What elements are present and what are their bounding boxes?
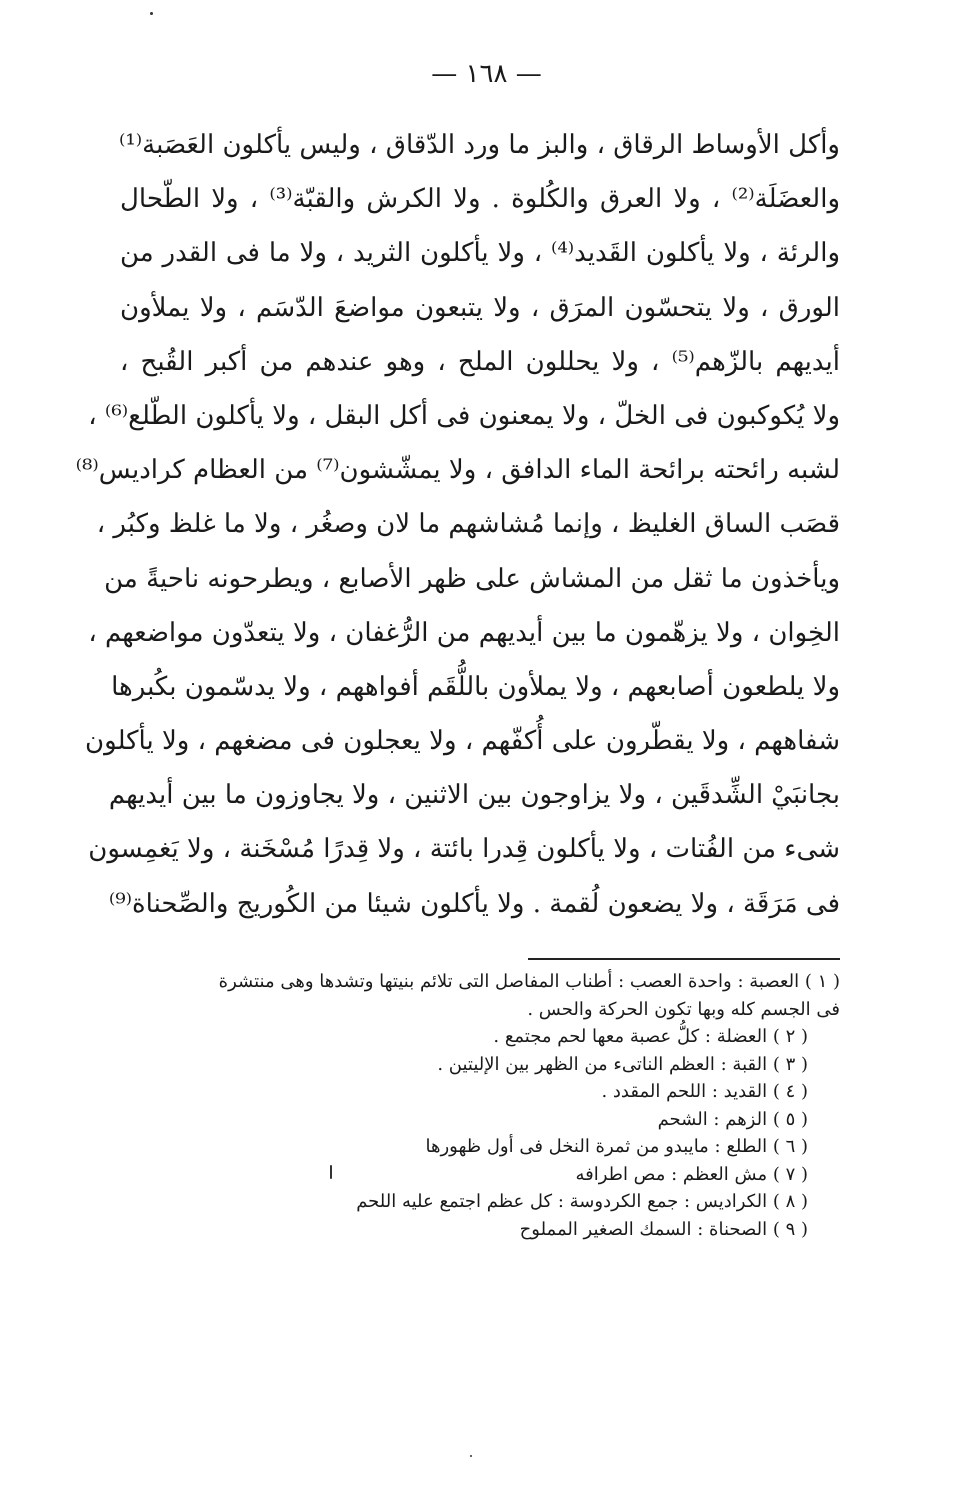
footnote-line: ( ٣ ) القبة : العظم الناتىء من الظهر بين الإليتين . xyxy=(437,1053,808,1075)
text-line: أيديهم بالزّهم⁽⁵⁾ ، ولا يحللون الملح ، وهو عندهم من أكبر القُبح ، xyxy=(120,346,840,377)
text-line: الورق ، ولا يتحسّون المرَق ، ولا يتبعون مواضعَ الدّسَم ، ولا يملأون xyxy=(120,292,840,323)
footnotes-block xyxy=(120,968,840,1243)
text-line: ويأخذون ما ثقل من المشاش على ظهر الأصابع ، ويطرحونه ناحيةً من xyxy=(104,563,840,594)
footnote-line: ( ٥ ) الزهم : الشحم xyxy=(657,1108,808,1130)
footnote-line: ( ١ ) العصبة : واحدة العصب : أطناب المفاصل التى تلائم بنيتها وتشدها وهى منتشرة xyxy=(218,971,840,992)
footnote-divider xyxy=(528,958,840,960)
main-text-block xyxy=(75,118,841,931)
footnote-line: ( ٧ ) مش العظم : مص اطرافه xyxy=(575,1163,808,1185)
text-line: بجانبَيْ الشِّدقَين ، ولا يزاوجون بين الاثنين ، ولا يجاوزون ما بين أيديهم xyxy=(108,780,840,811)
footnote-line: ( ٤ ) القديد : اللحم المقدد . xyxy=(601,1081,808,1102)
page-number: — ١٦٨ — xyxy=(431,59,542,89)
footnote-line: ( ٦ ) الطلع : مايبدو من ثمرة النخل فى أول ظهورها xyxy=(425,1136,808,1157)
text-line: فى مَرَقَة ، ولا يضعون لُقمة . ولا يأكلون شيئا من الكُوريج والصِّحناة⁽⁹⁾ xyxy=(108,888,840,919)
footnote-line: ( ٢ ) العضلة : كلُّ عصبة معها لحم مجتمع . xyxy=(493,1026,808,1047)
footnote-line: فى الجسم كله وبها تكون الحركة والحس . xyxy=(527,998,840,1020)
text-line: الخِوان ، ولا يزهّمون ما بين أيديهم من الرُّغفان ، ولا يتعدّون مواضعهم ، xyxy=(88,617,840,648)
scan-speck xyxy=(470,1455,472,1457)
scan-speck xyxy=(330,1165,332,1179)
text-line: قصَب الساق الغليظ ، وإنما مُشاشهم ما لان وصغُر ، ولا ما غلظ وكبُر ، xyxy=(96,509,840,540)
text-line: والرئة ، ولا يأكلون القَديد⁽⁴⁾ ، ولا يأكلون الثريد ، ولا ما فى القدر من xyxy=(120,238,840,269)
footnote-line: ( ٨ ) الكراديس : جمع الكردوسة : كل عظم اجتمع عليه اللحم xyxy=(356,1191,808,1212)
text-line: وأكل الأوساط الرقاق ، والبز ما ورد الدّقاق ، وليس يأكلون العَصَبة⁽¹⁾ xyxy=(118,130,840,160)
text-line: شىء من الفُتات ، ولا يأكلون قِدرا بائتة ، ولا قِدرًا مُسْخَنة ، ولا يَغمِسون xyxy=(88,834,840,865)
footnote-line: ( ٩ ) الصحناة : السمك الصغير المملوح xyxy=(519,1218,808,1240)
text-line: والعضَلَة⁽²⁾ ، ولا العرق والكُلوة . ولا الكرش والقبّة⁽³⁾ ، ولا الطّحال xyxy=(120,184,841,215)
text-line: ولا يلطعون أصابعهم ، ولا يملأون باللُّقَم أفواههم ، ولا يدسّمون بكُبرها xyxy=(111,671,840,702)
text-line: شفاههم ، ولا يقطّرون على أُكفّهم ، ولا يعجلون فى مضغهم ، ولا يأكلون xyxy=(85,726,840,757)
scan-speck xyxy=(150,12,153,15)
text-line: لشبه رائحته برائحة الماء الدافق ، ولا يمشّشون⁽⁷⁾ من العظام كراديس⁽⁸⁾ xyxy=(75,455,840,486)
text-line: ولا يُكوكبون فى الخلّ ، ولا يمعنون فى أكل البقل ، ولا يأكلون الطّلع⁽⁶⁾ ، xyxy=(88,400,840,431)
